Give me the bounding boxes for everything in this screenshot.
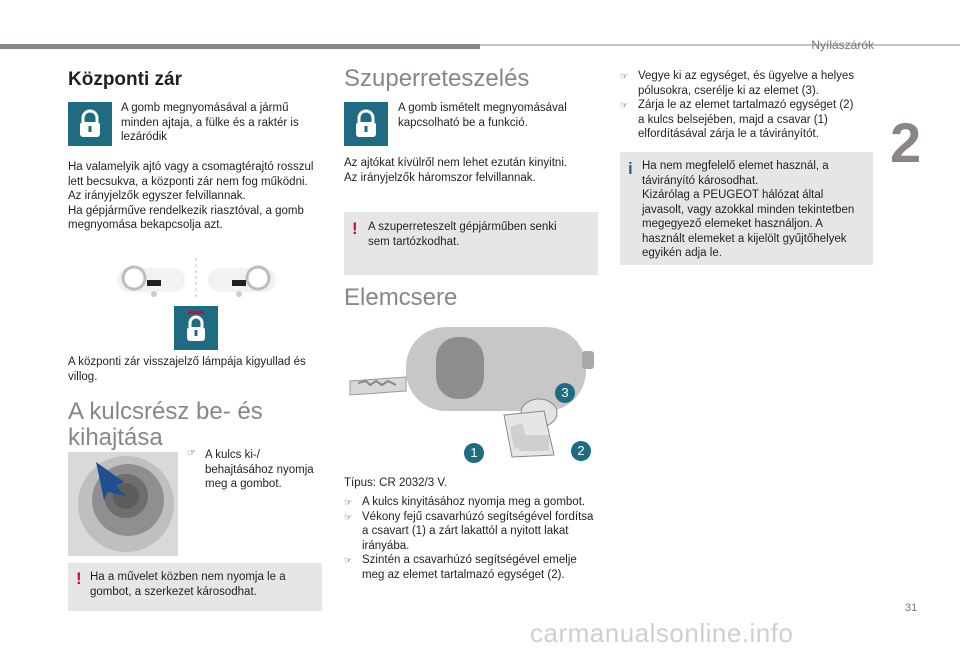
- central-lock-body-line: Ha gépjárműve rendelkezik riasztóval, a gomb megnyomása bekapcsolja azt.: [68, 204, 304, 231]
- exclamation-icon: !: [352, 219, 358, 238]
- battery-step-text: A kulcs kinyitásához nyomja meg a gombot.: [362, 496, 586, 508]
- lock-icon-box: [68, 102, 112, 146]
- battery-steps: [344, 495, 597, 582]
- lock-icon: [77, 109, 103, 139]
- list-item: [344, 553, 597, 582]
- key-fold-bullet: [187, 448, 317, 492]
- battery-step-text: Szintén a csavarhúzó segítségével emelje meg az elemet tartalmazó egységet (2).: [362, 554, 577, 581]
- key-button-photo: [68, 452, 178, 556]
- key-fold-bullet-line: behajtásához nyomja: [205, 463, 314, 476]
- callout-2: 2: [571, 441, 591, 461]
- deadlock-title: Szuperreteszelés: [344, 65, 530, 92]
- key-fold-title-line: kihajtása: [68, 424, 163, 451]
- list-item: [344, 495, 597, 510]
- central-lock-body-line: Ha valamelyik ajtó vagy a csomagtérajtó rosszul lett becsukva, a központi zár nem fog működni.: [68, 161, 314, 188]
- lock-icon: [184, 311, 208, 345]
- battery-info-box: [620, 152, 873, 265]
- key-fold-warning-text: Ha a művelet közben nem nyomja le a gombot, a szerkezet károsodhat.: [90, 571, 286, 598]
- central-lock-caption: A központi zár visszajelző lámpája kigyullad és villog.: [68, 356, 306, 383]
- central-lock-intro: A gomb megnyomásával a jármű minden ajtaja, a fülke és a raktér is lezáródik: [121, 102, 299, 143]
- header-bar-right: [480, 44, 960, 46]
- key-fold-title-line: A kulcsrész be- és: [68, 398, 263, 425]
- deadlock-body: [344, 156, 594, 185]
- watermark: carmanualsonline.info: [530, 618, 794, 648]
- exclamation-icon: !: [76, 569, 82, 588]
- arrow-bullet-icon: ☞: [344, 497, 353, 507]
- indicator-lock-box: [174, 306, 218, 350]
- info-text: Kizárólag a PEUGEOT hálózat által javasolt, vagy azokkal minden tekintetben megegyező elemeket használjon. A használt elemeket a kijelölt gyűjtőhelyek egyikén adja le.: [642, 189, 855, 259]
- central-lock-title: Központi zár: [68, 69, 182, 90]
- chapter-number: 2: [890, 111, 922, 174]
- right-step-text: Vegye ki az egységet, és ügyelve a helyes pólusokra, cserélje ki az elemet (3).: [638, 70, 855, 97]
- info-icon: i: [628, 159, 633, 178]
- indicator-lamp-illustration: [112, 258, 282, 350]
- page-number: 31: [905, 602, 918, 614]
- deadlock-intro: A gomb ismételt megnyomásával kapcsolható be a funkció.: [398, 102, 567, 129]
- lock-icon: [353, 109, 379, 139]
- battery-step-text: Vékony fejű csavarhúzó segítségével fordítsa a csavart (1) a zárt lakattól a nyitott lakat irányába.: [362, 510, 594, 552]
- info-text: Ha nem megfelelő elemet használ, a távirányító károsodhat.: [642, 160, 829, 187]
- arrow-bullet-icon: ☞: [620, 71, 629, 81]
- key-fold-bullet-line: A kulcs ki-/: [205, 449, 260, 461]
- key-battery-illustration: [344, 315, 599, 470]
- battery-steps-continued: [620, 69, 860, 142]
- battery-title: Elemcsere: [344, 284, 458, 311]
- central-lock-body: [68, 160, 328, 233]
- deadlock-icon-box: [344, 102, 388, 146]
- right-step-text: Zárja le az elemet tartalmazó egységet (2) a kulcs belsejében, majd a csavar (1) elfordításával zárja le a távirányítót.: [638, 99, 854, 140]
- list-item: [344, 510, 597, 554]
- deadlock-warning: [344, 212, 598, 275]
- header-bar-left: [0, 44, 480, 49]
- key-fold-bullet-line: meg a gombot.: [205, 478, 282, 490]
- arrow-bullet-icon: ☞: [620, 100, 629, 110]
- deadlock-body-line: Az ajtókat kívülről nem lehet ezután kinyitni.: [344, 157, 568, 169]
- battery-type: Típus: CR 2032/3 V.: [344, 477, 448, 489]
- deadlock-body-line: Az irányjelzők háromszor felvillannak.: [344, 171, 536, 184]
- section-label: Nyílászárók: [811, 38, 874, 52]
- deadlock-warning-text: A szuperreteszelt gépjárműben senki sem tartózkodhat.: [368, 221, 557, 248]
- key-fold-warning: [68, 563, 322, 611]
- callout-1: 1: [464, 443, 484, 463]
- arrow-bullet-icon: ☞: [344, 511, 353, 522]
- list-item: [620, 69, 860, 98]
- key-fold-title: [68, 399, 263, 451]
- list-item: [620, 98, 860, 142]
- central-lock-body-line: Az irányjelzők egyszer felvillannak.: [68, 190, 246, 202]
- callout-3: 3: [555, 383, 575, 403]
- arrow-bullet-icon: ☞: [344, 555, 353, 565]
- arrow-bullet-icon: ☞: [187, 448, 196, 459]
